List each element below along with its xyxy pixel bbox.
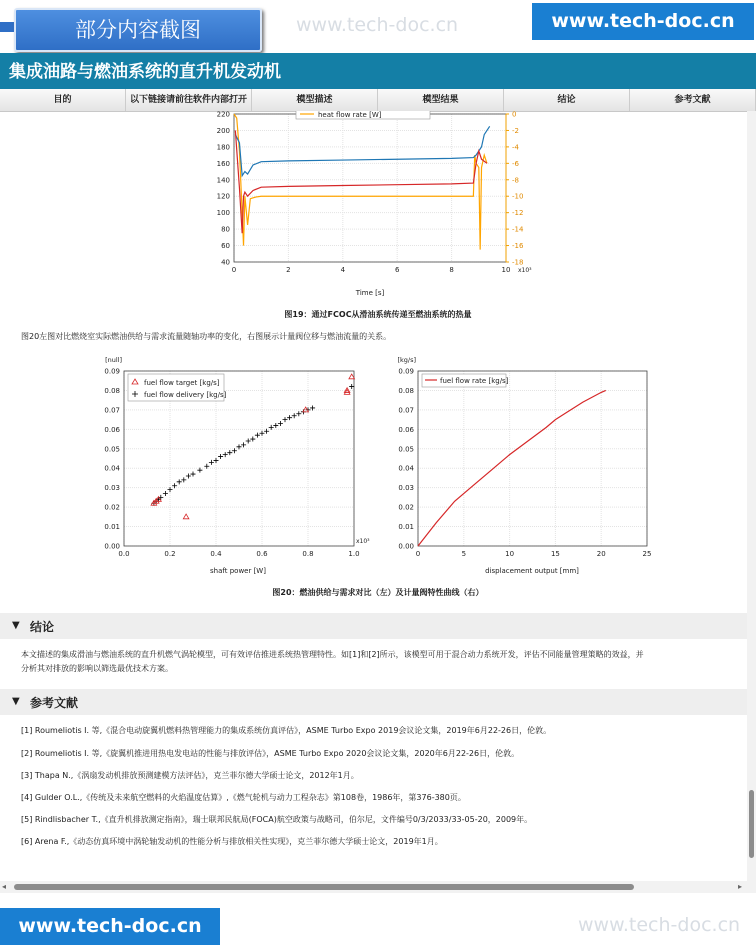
y-tick-label: 140 [216,176,230,185]
y-axis-label: [null] [105,356,122,364]
x-tick-label: 25 [642,550,652,558]
scroll-right-arrow-icon[interactable]: ▸ [738,882,743,891]
right-y-tick-label: 0 [512,111,517,119]
fuel-supply-chart [90,352,390,577]
conclusion-line-1: 本文描述的集成滑油与燃油系统的直升机燃气涡轮模型，可有效评估推进系统热管理特性。如[1]和[2]所示，该模型可用于混合动力系统开发，评估不同能量管理策略的效益，并 [21,650,644,659]
series-line-2 [235,130,487,233]
tab-model-results[interactable]: 模型结果 [378,89,504,111]
watermark-top: www.tech-doc.cn [296,14,459,36]
x-tick-label: 5 [461,550,467,558]
conclusion-heading: 结论 [30,620,55,634]
y-tick-label: 100 [216,209,230,218]
y-tick-label: 0.08 [104,386,120,395]
data-point-plus [255,433,260,438]
data-point-plus [181,477,186,482]
y-tick-label: 160 [216,159,230,168]
vertical-scrollbar[interactable] [747,111,756,881]
x-tick-label: 0.6 [256,550,268,558]
x-tick-label: 0.8 [302,550,314,558]
reference-item: [5] Rindlisbacher T.,《直升机排放测定指南》，瑞士联邦民航局(FOCA)航空政策与战略司，伯尔尼，文件编号0/3/2033/33-05-20，2009年。 [21,815,533,824]
x-tick-label: 0.0 [118,550,130,558]
y-tick-label: 0.04 [104,464,120,473]
y-tick-label: 0.09 [104,367,120,376]
reference-item: [4] Gulder O.L.,《传统及未来航空燃料的火焰温度估算》,《燃气轮机与动力工程杂志》第108卷，1986年，第376-380页。 [21,793,466,802]
y-tick-label: 0.02 [104,503,120,512]
title-bar [0,53,756,89]
right-y-tick-label: -8 [512,176,519,185]
y-tick-label: 220 [216,111,230,119]
x-axis-label: Time [s] [355,289,385,297]
tab-purpose[interactable]: 目的 [0,89,126,111]
y-tick-label: 0.03 [398,484,414,493]
reference-item: [1] Roumeliotis I. 等,《混合电动旋翼机燃料热管理能力的集成系统仿真评估》，ASME Turbo Expo 2019会议论文集，2019年6月22-26日，伦敦。 [21,726,552,735]
right-y-tick-label: -18 [512,258,524,267]
x-tick-label: 10 [505,550,515,558]
y-tick-label: 0.07 [398,406,414,415]
y-tick-label: 60 [221,242,230,251]
y-tick-label: 0.04 [398,464,414,473]
collapse-triangle-icon[interactable]: ▼ [12,696,20,707]
references-header[interactable] [0,689,748,715]
y-tick-label: 200 [216,126,230,135]
x-tick-label: 2 [286,266,291,274]
y-tick-label: 0.01 [104,523,120,532]
vertical-scroll-thumb[interactable] [749,790,754,858]
horizontal-scroll-thumb[interactable] [14,884,634,890]
scroll-left-arrow-icon[interactable]: ◂ [2,882,7,891]
x-tick-label: 1.0 [348,550,360,558]
y-tick-label: 0.09 [398,367,414,376]
data-point-plus [241,442,246,447]
reference-item: [3] Thapa N.,《涡扇发动机排放预测建模方法评估》，克兰菲尔德大学硕士论文，2012年1月。 [21,771,359,780]
data-point-plus [260,431,265,436]
screenshot-badge: 部分内容截图 [14,8,262,52]
x-tick-label: 0 [415,550,421,558]
x-tick-label: 0.4 [210,550,222,558]
data-point-plus [209,460,214,465]
x-axis-label: displacement output [mm] [485,567,579,575]
figure19-caption: 图19：通过FCOC从滑油系统传递至燃油系统的热量 [284,310,472,319]
figure20-intro: 图20左图对比燃烧室实际燃油供给与需求流量随轴功率的变化，右图展示计量阀位移与燃油流量的关系。 [21,332,392,341]
data-point-plus [250,437,255,442]
collapse-triangle-icon[interactable]: ▼ [12,620,20,631]
right-y-tick-label: -12 [512,209,524,218]
y-tick-label: 0.05 [104,445,120,454]
y-tick-label: 120 [216,192,230,201]
y-tick-label: 0.00 [398,542,414,551]
x-tick-label: 6 [394,266,400,274]
data-point-plus [283,417,288,422]
data-point-plus [163,491,168,496]
right-y-tick-label: -10 [512,192,524,201]
badge-stub [0,22,14,32]
y-tick-label: 0.02 [398,503,414,512]
conclusion-line-2: 分析其对排放的影响以筛选最优技术方案。 [21,664,173,673]
y-tick-label: 40 [221,258,230,267]
data-point-plus [296,411,301,416]
y-tick-label: 180 [216,143,230,152]
x-tick-label: 10 [501,266,511,274]
y-tick-label: 0.08 [398,386,414,395]
data-point-plus [278,421,283,426]
y-tick-label: 0.03 [104,484,120,493]
y-tick-label: 0.05 [398,445,414,454]
data-point-plus [246,439,251,444]
x-tick-label: 0.2 [164,550,176,558]
x-tick-label: 0 [231,266,237,274]
data-point-plus [218,454,223,459]
legend-label: fuel flow delivery [kg/s] [144,391,227,399]
right-y-tick-label: -4 [512,143,519,152]
y-axis-label: [kg/s] [397,356,416,364]
nav-tabs [0,89,756,112]
reference-item: [6] Arena F.,《动态仿真环境中涡轮轴发动机的性能分析与排放相关性实现》，克兰菲尔德大学硕士论文，2019年1月。 [21,837,443,846]
site-badge-bottom[interactable]: www.tech-doc.cn [0,908,220,945]
plot-frame [418,371,647,546]
page-title: 集成油路与燃油系统的直升机发动机 [9,62,281,82]
site-badge-top[interactable]: www.tech-doc.cn [532,3,754,40]
x-tick-label: 4 [340,266,346,274]
tab-references[interactable]: 参考文献 [630,89,756,111]
plot-frame [234,114,506,262]
legend-label: fuel flow rate [kg/s] [440,377,509,385]
references-heading: 参考文献 [30,696,79,710]
data-point-plus [292,413,297,418]
x-tick-label: 8 [449,266,454,274]
right-y-tick-label: -2 [512,126,519,135]
x-multiplier-label: x10³ [518,267,532,274]
y-tick-label: 0.01 [398,523,414,532]
data-point-plus [191,472,196,477]
y-tick-label: 0.06 [104,425,120,434]
data-point-plus [177,479,182,484]
right-y-tick-label: -16 [512,242,524,251]
data-point-triangle [183,514,189,519]
data-point-plus [273,423,278,428]
heat-flow-chart [200,111,545,301]
tab-model-description[interactable]: 模型描述 [252,89,378,111]
x-tick-label: 20 [596,550,606,558]
tab-links[interactable]: 以下链接请前往软件内部打开 [126,89,252,111]
right-y-tick-label: -6 [512,159,519,168]
data-point-plus [186,474,191,479]
data-point-plus [214,458,219,463]
data-point-plus [349,384,354,389]
data-point-plus [287,415,292,420]
x-multiplier-label: x10³ [356,538,370,545]
x-axis-label: shaft power [W] [210,567,266,575]
conclusion-header[interactable] [0,613,748,639]
y-tick-label: 0.06 [398,425,414,434]
watermark-bottom: www.tech-doc.cn [578,914,741,936]
reference-item: [2] Roumeliotis I. 等,《旋翼机推进用热电发电站的性能与排放评估》，ASME Turbo Expo 2020会议论文集，2020年6月22-26日，伦敦。 [21,749,520,758]
x-tick-label: 15 [550,550,560,558]
legend-label: heat flow rate [W] [318,111,382,119]
data-point-plus [223,452,228,457]
y-tick-label: 0.07 [104,406,120,415]
tab-conclusion[interactable]: 结论 [504,89,630,111]
y-tick-label: 0.00 [104,542,120,551]
right-y-tick-label: -14 [512,225,524,234]
metering-valve-chart [380,352,660,577]
legend-label: fuel flow target [kg/s] [144,379,220,387]
figure20-caption: 图20：燃油供给与需求对比（左）及计量阀特性曲线（右） [272,588,484,597]
data-point-plus [227,450,232,455]
y-tick-label: 80 [221,225,230,234]
